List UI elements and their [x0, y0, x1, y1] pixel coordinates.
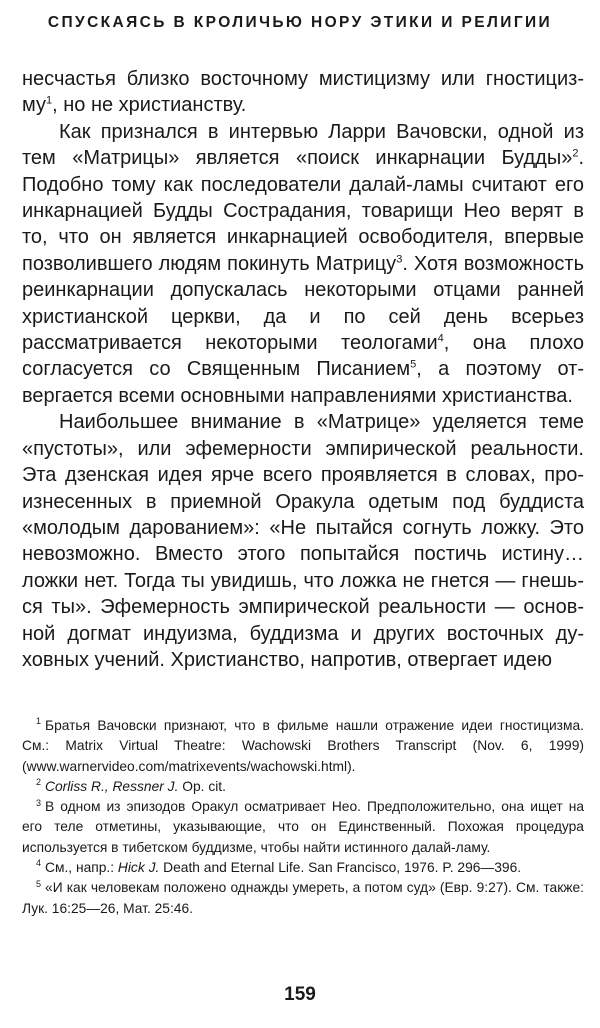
- footnote-ref-3[interactable]: 3: [396, 253, 403, 266]
- footnote-5: $^5$ «И как человекам положено однажды умереть, а потом суд» (Евр. 9:27). См. также: Лук. 16:25—26, Мат. 25:46.: [22, 878, 584, 916]
- footnote-1: $^1$ Братья Вачовски признают, что в фильме нашли отражение идеи гностицизма. См.: Matrix Virtual Theatre: Wachowski Brothers Transcript (Nov. 6, 1999) (www.warnervideo.com/matrixevents/wachowski.html).: [22, 716, 584, 774]
- footnote-ref-5[interactable]: 5: [410, 358, 417, 371]
- footnote-number: 1: [36, 716, 42, 727]
- footnote-ref-2[interactable]: 2: [572, 147, 579, 160]
- paragraph-1: несчастья близко восточному мистицизму или гностицизму$^1$, но не христианству.: [22, 68, 584, 117]
- footnote-number: 5: [36, 878, 42, 889]
- footnote-ref-4[interactable]: 4: [437, 332, 444, 345]
- paragraph-2: Как признался в интервью Ларри Вачовски, одной из тем «Матрицы» является «поиск инкарнации Будды»$^2$. Подобно тому как последователи далай-ламы считают его инкарнацией Будды Сострадания, товарищи Нео верят в то, что он является инкарнацией освободителя, впервые позволившего людям покинуть Матрицу$^3$. Хотя возможность реинкарнации допускалась некоторыми отцами ранней христианской церкви, да и по сей день всерьез рассматривается некоторыми теологами$^4$, она плохо согласуется со Священным Писанием$^5$, а поэтому отвергается всеми основными направлениями христианства.: [22, 120, 585, 407]
- footnote-3: $^3$ В одном из эпизодов Оракул осматривает Нео. Предположительно, она ищет на его теле отметины, указывающие, что он Единственный. Похожая процедура используется в тибетском буддизме, чтобы найти истинного далай-ламу.: [22, 797, 584, 855]
- footnote-number: 3: [36, 797, 42, 808]
- footnotes: [22, 716, 584, 919]
- page-number: 159: [284, 984, 316, 1005]
- running-head: СПУСКАЯСЬ В КРОЛИЧЬЮ НОРУ ЭТИКИ И РЕЛИГИИ: [47, 14, 553, 31]
- main-text: [22, 66, 584, 673]
- footnote-2: $^2$ Corliss R., Ressner J. Op. cit.: [36, 777, 226, 794]
- footnote-number: 2: [36, 777, 42, 788]
- footnote-ref-1[interactable]: 1: [45, 94, 53, 107]
- footnote-number: 4: [36, 858, 42, 869]
- footnote-4: $^4$ См., напр.: Hick J. Death and Eternal Life. San Francisco, 1976. P. 296—396.: [36, 858, 522, 876]
- paragraph-3: Наибольшее внимание в «Матрице» уделяется теме «пустоты», или эфемерности эмпирической реальности. Эта дзенская идея ярче всего проявляется в словах, произнесенных в приемной Оракула одетым под буддиста «молодым дарованием»: «Не пытайся согнуть ложку. Это невозможно. Вместо этого попытайся постичь истину… ложки нет. Тогда ты увидишь, что ложка не гнется — гнешься ты». Эфемерность эмпирической реальности — основной догмат индуизма, буддизма и других восточных духовных учений. Христианство, напротив, отвергает идею: [22, 411, 584, 671]
